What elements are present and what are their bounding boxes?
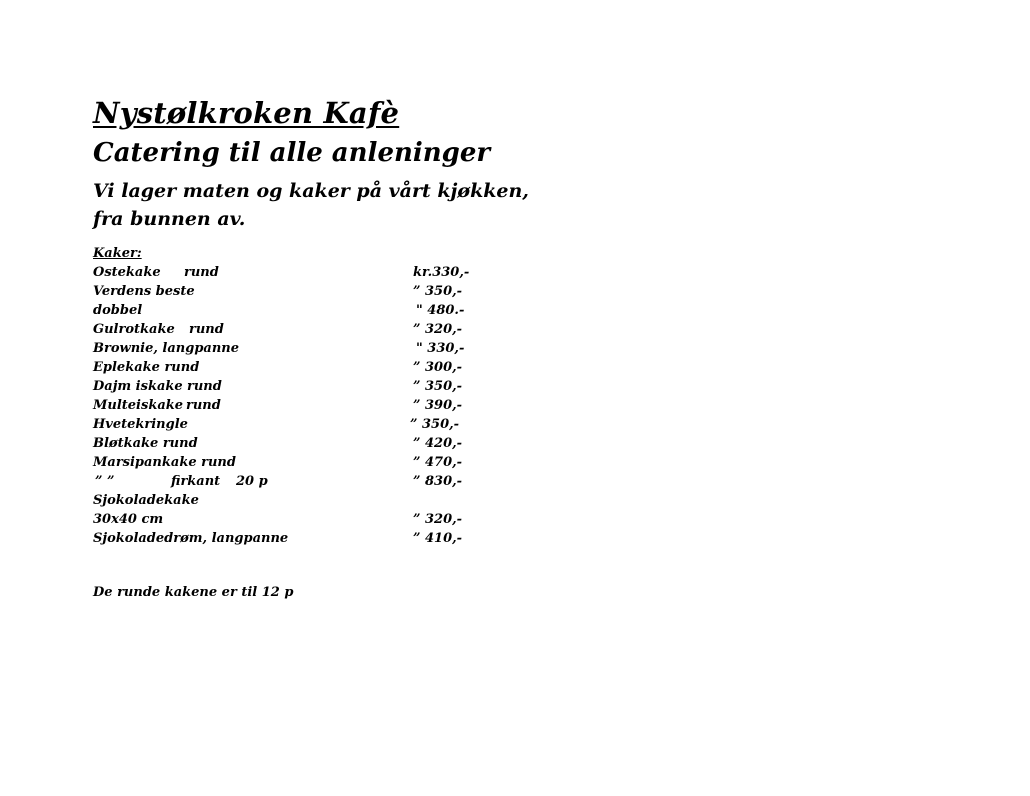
tagline-line-2: fra bunnen av. [93,208,246,230]
price-row [0,398,1030,417]
item-name: Hvetekringle [93,417,188,432]
price-row [0,512,1030,531]
item-price: ” 350,- [413,284,463,299]
price-row [0,455,1030,474]
item-name: Marsipankake rund [93,455,236,470]
price-row [0,265,1030,284]
item-price: " 480.- [416,303,465,318]
catering-subtitle: Catering til alle anleninger [93,138,491,168]
item-price: ” 410,- [413,531,463,546]
cafe-name-heading: Nystølkroken Kafè [93,96,400,130]
price-row [0,417,1030,436]
price-row [0,303,1030,322]
item-name: Bløtkake rund [93,436,198,451]
item-name: 30x40 cm [93,512,164,527]
item-name: dobbel [93,303,143,318]
price-row [0,322,1030,341]
item-name: Dajm iskake [93,379,183,394]
price-row [0,341,1030,360]
price-row [0,474,1030,493]
item-price: ” 350,- [410,417,460,432]
price-row [0,436,1030,455]
item-price: kr.330,- [413,265,470,280]
item-price: ” 300,- [413,360,463,375]
item-note: rund [186,398,221,413]
item-note: rund [184,265,219,280]
item-note: rund [189,322,224,337]
item-price: " 330,- [416,341,465,356]
item-price: ” 390,- [413,398,463,413]
item-price: ” 420,- [413,436,463,451]
item-name: Ostekake [93,265,161,280]
item-price: ” 830,- [413,474,463,489]
cakes-section-heading: Kaker: [93,246,142,261]
price-row [0,493,1030,512]
item-name: Verdens beste [93,284,195,299]
price-row [0,531,1030,550]
item-name: Eplekake rund [93,360,200,375]
item-note: firkant [171,474,221,489]
item-price: ” 350,- [413,379,463,394]
portion-footnote: De runde kakene er til 12 p [93,585,294,600]
item-name: Brownie, langpanne [93,341,240,356]
item-extra: 20 p [236,474,268,489]
item-price: ” 470,- [413,455,463,470]
item-name: Multeiskake [93,398,184,413]
item-name: Sjokoladekake [93,493,199,508]
price-row [0,379,1030,398]
item-price: ” 320,- [413,322,463,337]
item-name: Gulrotkake [93,322,175,337]
item-name: ” ” [95,474,115,489]
item-name: Sjokoladedrøm, langpanne [93,531,289,546]
item-note: rund [187,379,222,394]
item-price: ” 320,- [413,512,463,527]
price-row [0,360,1030,379]
price-row [0,284,1030,303]
tagline-line-1: Vi lager maten og kaker på vårt kjøkken, [93,180,529,202]
